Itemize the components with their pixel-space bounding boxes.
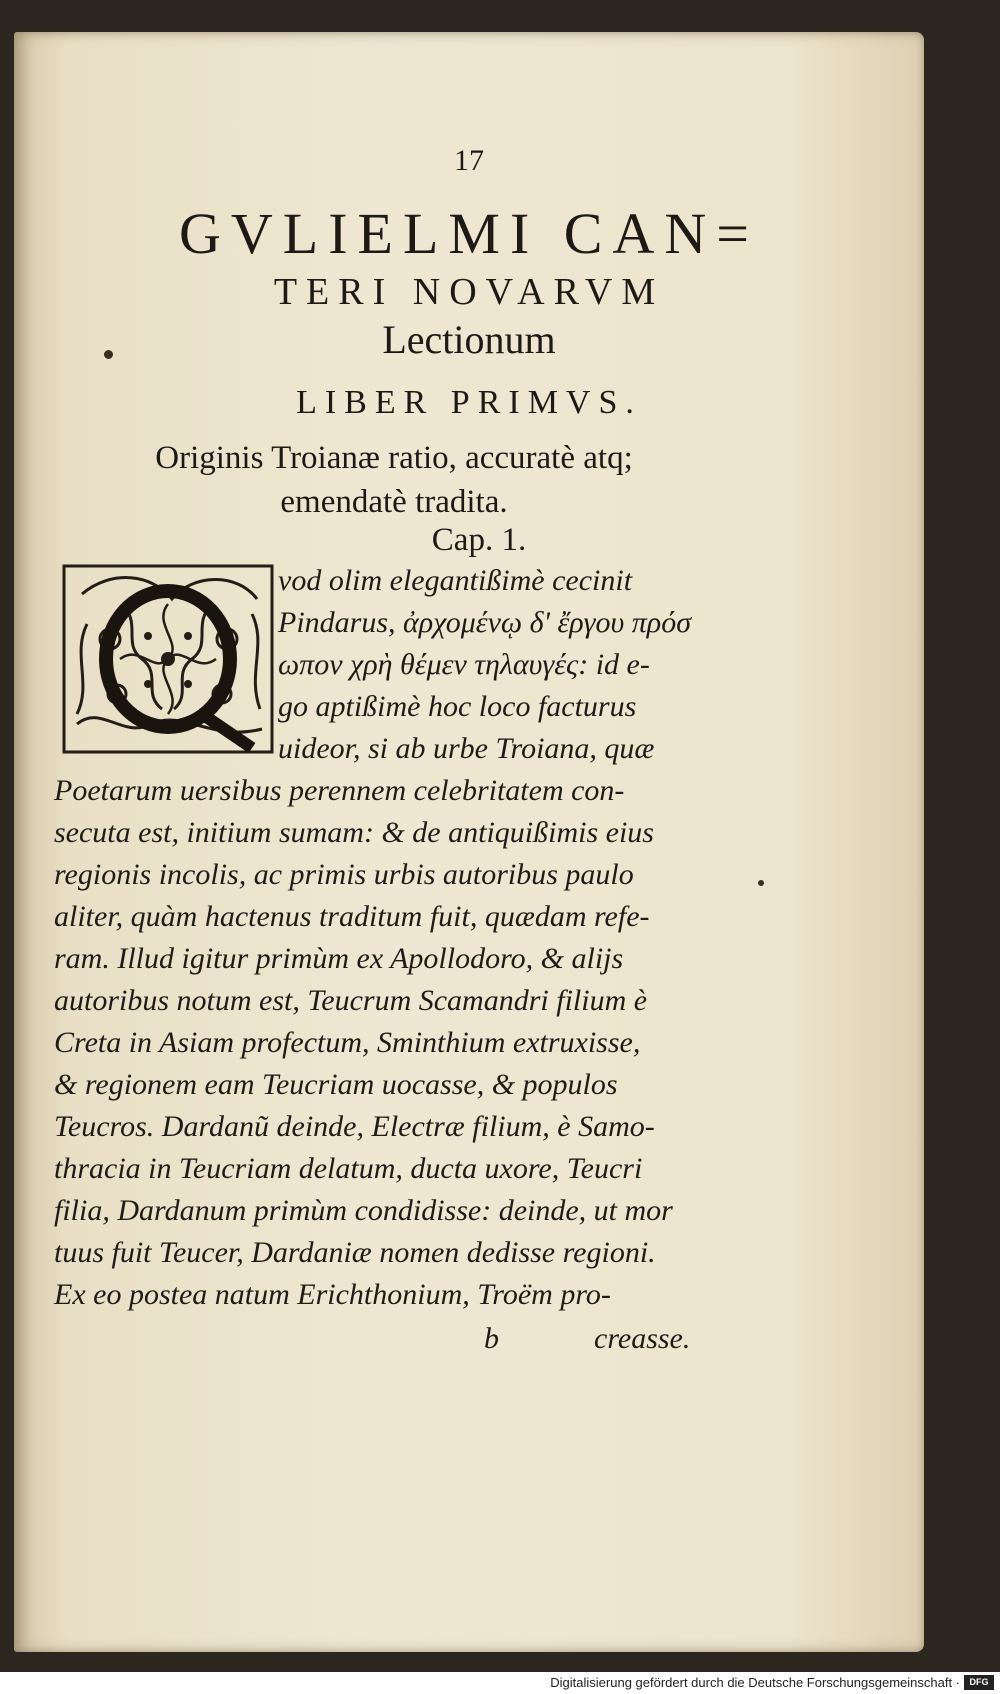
text-line: thracia in Teucriam delatum, ducta uxore, Teucri: [54, 1152, 643, 1185]
text-line: aliter, quàm hactenus traditum fuit, quædam refe-: [54, 900, 650, 933]
book-heading: LIBER PRIMVS.: [296, 384, 642, 421]
title-line-2: TERI NOVARVM: [273, 271, 665, 313]
text-line: filia, Dardanum primùm condidisse: deinde, ut mor: [54, 1194, 673, 1227]
footer-credit: Digitalisierung gefördert durch die Deutsche Forschungsgemeinschaft ·: [550, 1675, 960, 1690]
ink-speck: [104, 350, 113, 359]
chapter-label: Cap. 1.: [431, 522, 527, 558]
digitization-footer: [0, 1672, 1000, 1694]
body-text: [14, 32, 924, 1652]
signature-mark: b: [484, 1322, 499, 1355]
text-line: go aptißimè hoc loco facturus: [278, 690, 637, 723]
text-line: ram. Illud igitur primùm ex Apollodoro, & alijs: [54, 942, 624, 975]
text-line: & regionem eam Teucriam uocasse, & populos: [54, 1068, 618, 1101]
text-line: tuus fuit Teucer, Dardaniæ nomen dedisse regioni.: [54, 1236, 656, 1269]
text-line: autoribus notum est, Teucrum Scamandri filium è: [54, 984, 648, 1017]
book-page: [14, 32, 924, 1652]
title-line-1: GVLIELMI CAN=: [179, 201, 759, 266]
catchword-line: [14, 1322, 924, 1362]
text-line: Creta in Asiam profectum, Sminthium extruxisse,: [54, 1026, 641, 1059]
text-line: Pindarus, ἀρχομένῳ δ' ἔργου πρόσ: [278, 606, 691, 639]
text-line: vod olim elegantißimè cecinit: [278, 564, 633, 597]
text-line: Poetarum uersibus perennem celebritatem con-: [54, 774, 625, 807]
title-line-3: Lectionum: [382, 317, 556, 362]
text-line: uideor, si ab urbe Troiana, quæ: [278, 732, 655, 765]
chapter-summary: Originis Troianæ ratio, accuratè atq; emendatè tradita.: [155, 440, 633, 520]
page-number: 17: [454, 144, 484, 177]
text-line: ωπον χρὴ θέμεν τηλαυγές: id e-: [278, 648, 650, 681]
ink-speck: [758, 880, 764, 886]
text-line: Teucros. Dardanũ deinde, Electræ filium, è Samo-: [54, 1110, 655, 1143]
dfg-logo-icon: DFG: [964, 1675, 994, 1690]
text-line: secuta est, initium sumam: & de antiquißimis eius: [54, 816, 654, 849]
text-line: regionis incolis, ac primis urbis autoribus paulo: [54, 858, 634, 891]
catchword: creasse.: [594, 1322, 691, 1355]
text-line: Ex eo postea natum Erichthonium, Troëm pro-: [54, 1278, 611, 1311]
